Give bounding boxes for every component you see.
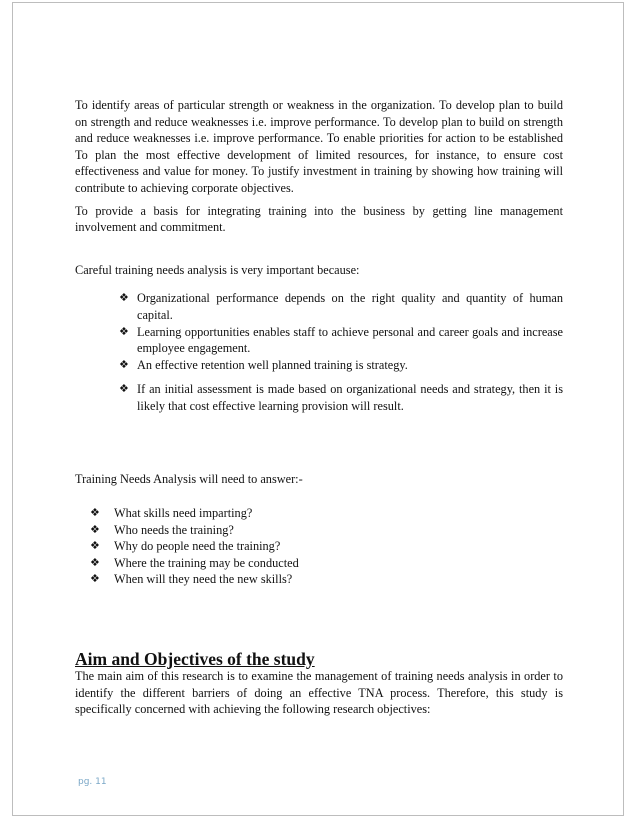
- list-item: ❖ An effective retention well planned training is strategy.: [119, 357, 408, 372]
- document-body: [75, 97, 563, 588]
- list-item: ❖ Where the training may be conducted: [90, 555, 299, 570]
- list-item: ❖ Learning opportunities enables staff to achieve personal and career goals and increase employee engagement.: [119, 324, 563, 356]
- diamond-bullet-icon: ❖: [90, 522, 100, 536]
- questions-list: [90, 505, 563, 588]
- list-item: ❖ What skills need imparting?: [90, 506, 253, 521]
- diamond-bullet-icon: ❖: [90, 506, 100, 520]
- list-item: ❖ Why do people need the training?: [90, 539, 281, 554]
- paragraph-tna-intro: Training Needs Analysis will need to answer:-: [75, 471, 303, 486]
- importance-list: [119, 290, 563, 414]
- diamond-bullet-icon: ❖: [119, 291, 129, 305]
- paragraph-integration: To provide a basis for integrating training into the business by getting line management involvement and commitment.: [75, 203, 563, 235]
- paragraph-importance-intro: Careful training needs analysis is very important because:: [75, 262, 360, 277]
- paragraph-aim: The main aim of this research is to examine the management of training needs analysis in order to identify the different barriers of doing an effective TNA process. Therefore, this study is specifically concerned with achieving the following research objectives:: [75, 669, 563, 717]
- diamond-bullet-icon: ❖: [119, 324, 129, 338]
- paragraph-purpose: To identify areas of particular strength or weakness in the organization. To develop plan to build on strength and reduce weaknesses i.e. improve performance. To develop plan to build on strength and reduce weaknesses i.e. improve performance. To enable priorities for action to be established To plan the most effective development of limited resources, for instance, to ensure cost effectiveness and value for money. To justify investment in training by showing how training will contribute to achieving corporate objectives.: [75, 98, 563, 195]
- diamond-bullet-icon: ❖: [90, 555, 100, 569]
- diamond-bullet-icon: ❖: [90, 539, 100, 553]
- page-number: pg. 11: [78, 777, 107, 787]
- list-item: ❖ When will they need the new skills?: [90, 572, 293, 587]
- list-item: ❖ Organizational performance depends on the right quality and quantity of human capital.: [119, 291, 563, 322]
- diamond-bullet-icon: ❖: [119, 357, 129, 371]
- list-item: ❖ If an initial assessment is made based on organizational needs and strategy, then it is likely that cost effective learning provision will result.: [119, 382, 563, 413]
- list-item: ❖ Who needs the training?: [90, 522, 234, 537]
- section-heading: Aim and Objectives of the study: [75, 649, 315, 669]
- diamond-bullet-icon: ❖: [119, 382, 129, 396]
- diamond-bullet-icon: ❖: [90, 572, 100, 586]
